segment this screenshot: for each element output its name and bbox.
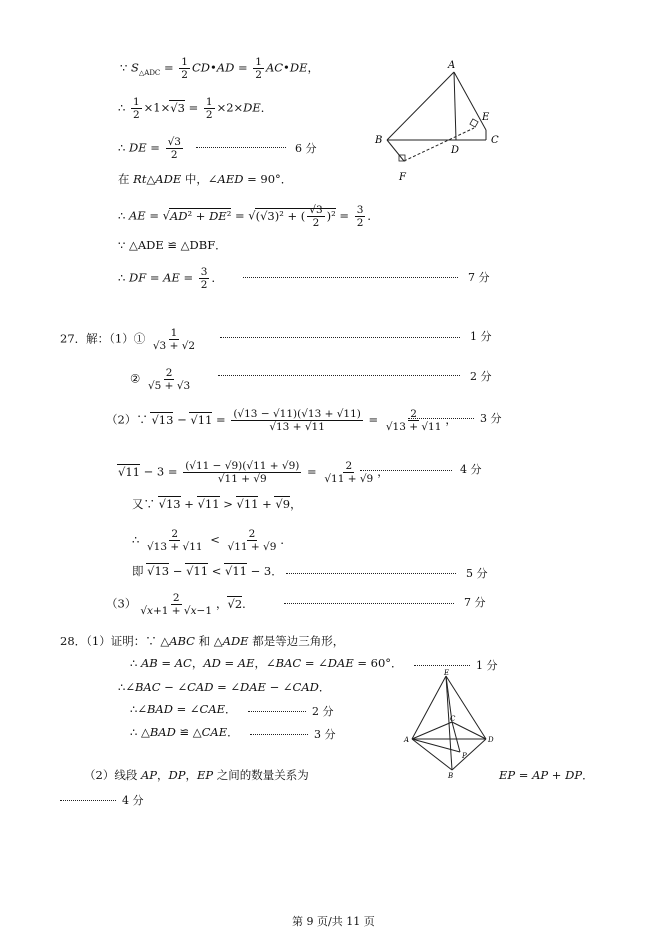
p27-line-4: √11 − 3 = $\frac{(√11 - √9)(√11 + √9)}{√11 + √9}$ = $\frac{2}{√11 + √9}$ ， [118, 460, 389, 485]
p28-line-2: ∴ AB = AC，AD = AE，∠BAC = ∠DAE = 60°． [130, 656, 403, 670]
label-a: A [448, 60, 456, 71]
dotted-leader [243, 277, 458, 278]
dotted-leader [218, 375, 460, 376]
dotted-leader [284, 603, 454, 604]
score-28-4: 4 分 [122, 794, 144, 807]
dotted-leader [414, 665, 470, 666]
p27-line-8: （3） $\frac{2}{√x+1 + √x-1}$ ，√2． [106, 592, 254, 617]
label-d: D [488, 736, 494, 744]
score-1: 1 分 [470, 330, 492, 343]
p27-line-2: ② $\frac{2}{√5 + √3}$ [130, 367, 191, 392]
p26-line-3: ∴ DE = $\frac{√3}{2}$ [118, 136, 181, 161]
p26-line-5: ∴ AE = √AD² + DE² = √(√3)² + ( $\frac{√3}{2}$ )² = $\frac{3}{2}$ ． [118, 204, 379, 229]
p26-line-2: ∴ $\frac{1}{2}$ ×1×√3 = $\frac{1}{2}$ ×2×DE． [118, 96, 273, 121]
p27-head: 27．解：（1）① [60, 331, 146, 346]
dotted-leader [196, 147, 286, 148]
triangle-figure-28 [402, 668, 498, 780]
score-5: 5 分 [466, 567, 488, 580]
dotted-leader [408, 418, 474, 419]
triangle-figure-26 [370, 58, 510, 188]
score-28-3: 3 分 [314, 728, 336, 741]
score-7b: 7 分 [464, 596, 486, 609]
p26-line-7: ∴ DF = AE = $\frac{3}{2}$ ． [118, 266, 223, 291]
score-2: 2 分 [470, 370, 492, 383]
label-c: C [450, 715, 456, 723]
p28-line-3: ∴∠BAC − ∠CAD = ∠DAE − ∠CAD． [118, 680, 331, 694]
p27-line-3: （2）∵ √13 − √11 = $\frac{(√13 - √11)(√13 + √11)}{√13 + √11}$ = $\frac{2}{√13 + √11}$ ， [106, 408, 457, 433]
p26-line-4: 在 Rt△ADE 中，∠AED = 90°． [118, 172, 293, 186]
p28-line-6: （2）线段 AP，DP，EP 之间的数量关系为 [84, 768, 309, 782]
dotted-leader [360, 470, 452, 471]
label-e: E [482, 112, 490, 123]
label-f: F [399, 172, 406, 183]
score-3: 3 分 [480, 412, 502, 425]
label-e: E [444, 669, 450, 677]
p27-line-5: 又∵ √13 + √11 > √11 + √9， [132, 497, 302, 511]
label-p: P [462, 752, 467, 760]
label-b: B [375, 135, 383, 146]
dotted-leader [60, 800, 116, 801]
label-b: B [448, 772, 454, 780]
score-28-2: 2 分 [312, 705, 334, 718]
p27-line-7: 即 √13 − √11 < √11 − 3． [132, 564, 283, 578]
dotted-leader [250, 734, 308, 735]
p28-line-6-right: EP = AP + DP． [499, 768, 594, 782]
p28-line-4: ∴∠BAD = ∠CAE． [130, 702, 237, 716]
score-6: 6 分 [295, 142, 317, 155]
label-c: C [491, 135, 499, 146]
score-4: 4 分 [460, 463, 482, 476]
p26-line-6: ∵ △ADE ≌ △DBF． [118, 238, 227, 252]
label-d: D [451, 145, 460, 156]
p28-line-1: 28．（1）证明：∵ △ABC 和 △ADE 都是等边三角形， [60, 634, 345, 648]
dotted-leader [248, 711, 306, 712]
score-7: 7 分 [468, 271, 490, 284]
page-footer: 第 9 页/共 11 页 [292, 915, 375, 928]
p27-line-6: ∴ $\frac{2}{√13 + √11}$ < $\frac{2}{√11 + √9}$ ． [132, 528, 292, 553]
p26-line-1: ∵ $S_{\triangle ADC}$ = $\frac{1}{2}$ CD•AD = $\frac{1}{2}$ AC•DE， [120, 56, 319, 81]
dotted-leader [220, 337, 460, 338]
dotted-leader [286, 573, 456, 574]
label-a: A [404, 736, 410, 744]
score-28-1: 1 分 [476, 659, 498, 672]
p27-line-1: 27．解：（1）① $\frac{1}{√3 + √2}$ [60, 327, 196, 352]
p27-q2: ② [130, 371, 141, 386]
p28-line-5: ∴ △BAD ≌ △CAE． [130, 725, 239, 739]
